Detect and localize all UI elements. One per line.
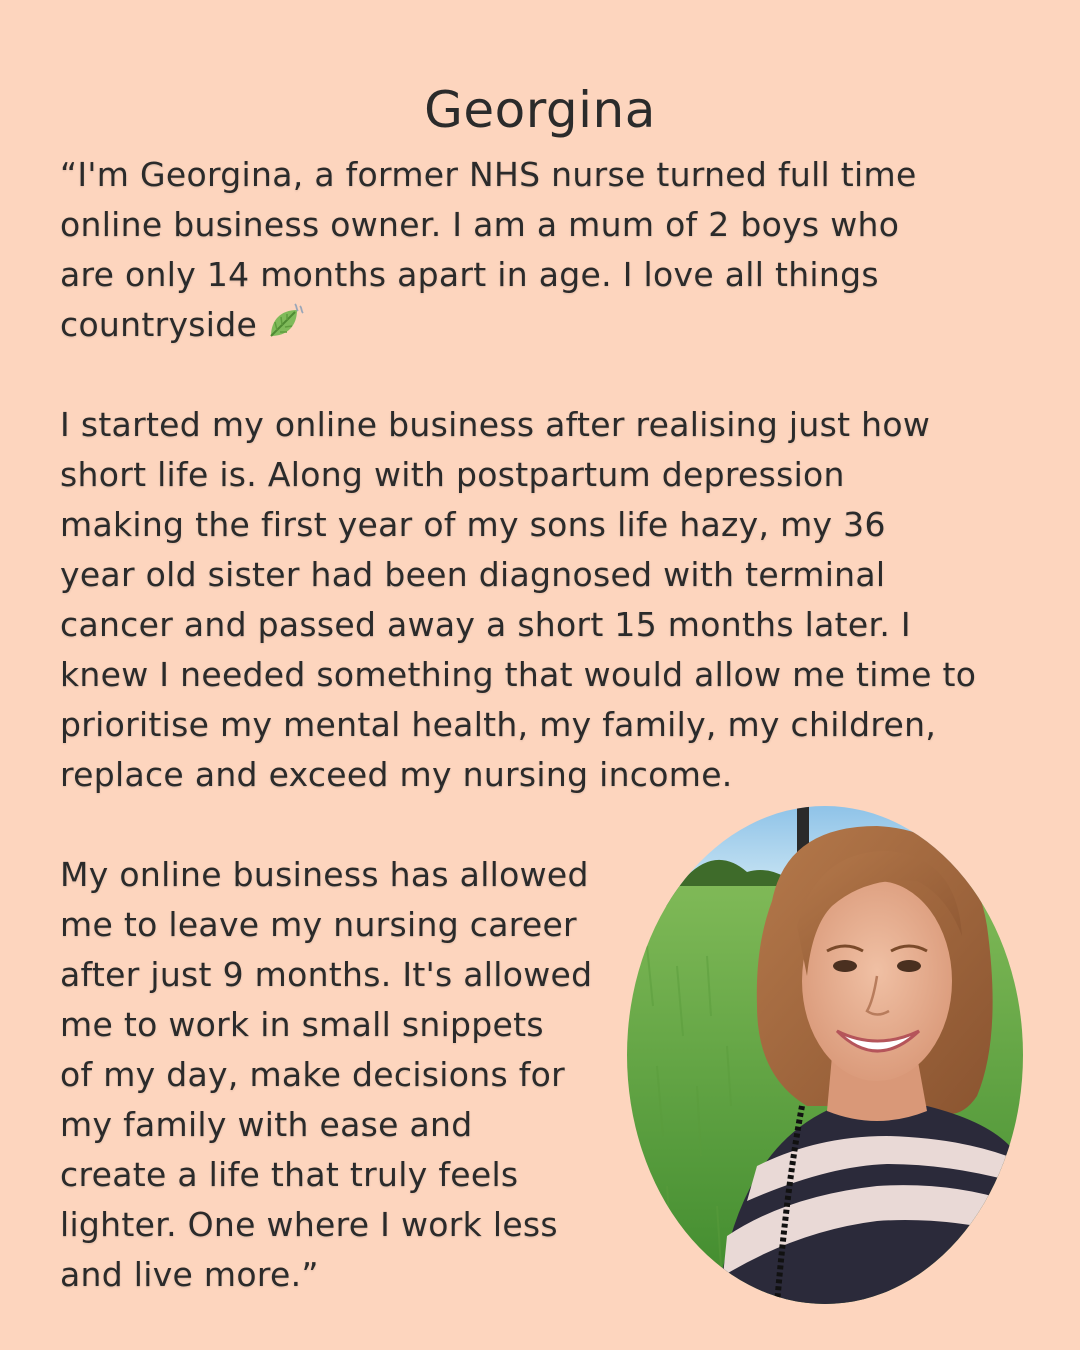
intro-paragraph <box>60 150 917 350</box>
text-line-with-icon <box>60 300 917 350</box>
outcome-paragraph <box>60 850 592 1300</box>
text-line: replace and exceed my nursing income. <box>60 755 733 794</box>
text-line: are only 14 months apart in age. I love all things <box>60 255 879 294</box>
text-line: my family with ease and <box>60 1105 473 1144</box>
text-line: me to leave my nursing career <box>60 905 577 944</box>
text-line: short life is. Along with postpartum depression <box>60 455 845 494</box>
text-line: making the first year of my sons life hazy, my 36 <box>60 505 886 544</box>
text-line: My online business has allowed <box>60 855 589 894</box>
text-line: countryside <box>60 305 258 344</box>
story-paragraph <box>60 400 976 800</box>
leaf-icon <box>265 302 305 342</box>
text-line: of my day, make decisions for <box>60 1055 566 1094</box>
text-line: me to work in small snippets <box>60 1005 544 1044</box>
text-line: online business owner. I am a mum of 2 boys who <box>60 205 900 244</box>
text-line: after just 9 months. It's allowed <box>60 955 593 994</box>
portrait-photo <box>627 806 1023 1304</box>
text-line: I started my online business after realising just how <box>60 405 931 444</box>
text-line: “I'm Georgina, a former NHS nurse turned full time <box>60 155 917 194</box>
text-line: and live more.” <box>60 1255 319 1294</box>
text-line: year old sister had been diagnosed with terminal <box>60 555 886 594</box>
text-line: knew I needed something that would allow me time to <box>60 655 977 694</box>
text-line: prioritise my mental health, my family, my children, <box>60 705 937 744</box>
page-title: Georgina <box>424 81 656 139</box>
text-line: lighter. One where I work less <box>60 1205 558 1244</box>
text-line: cancer and passed away a short 15 months later. I <box>60 605 911 644</box>
text-line: create a life that truly feels <box>60 1155 519 1194</box>
